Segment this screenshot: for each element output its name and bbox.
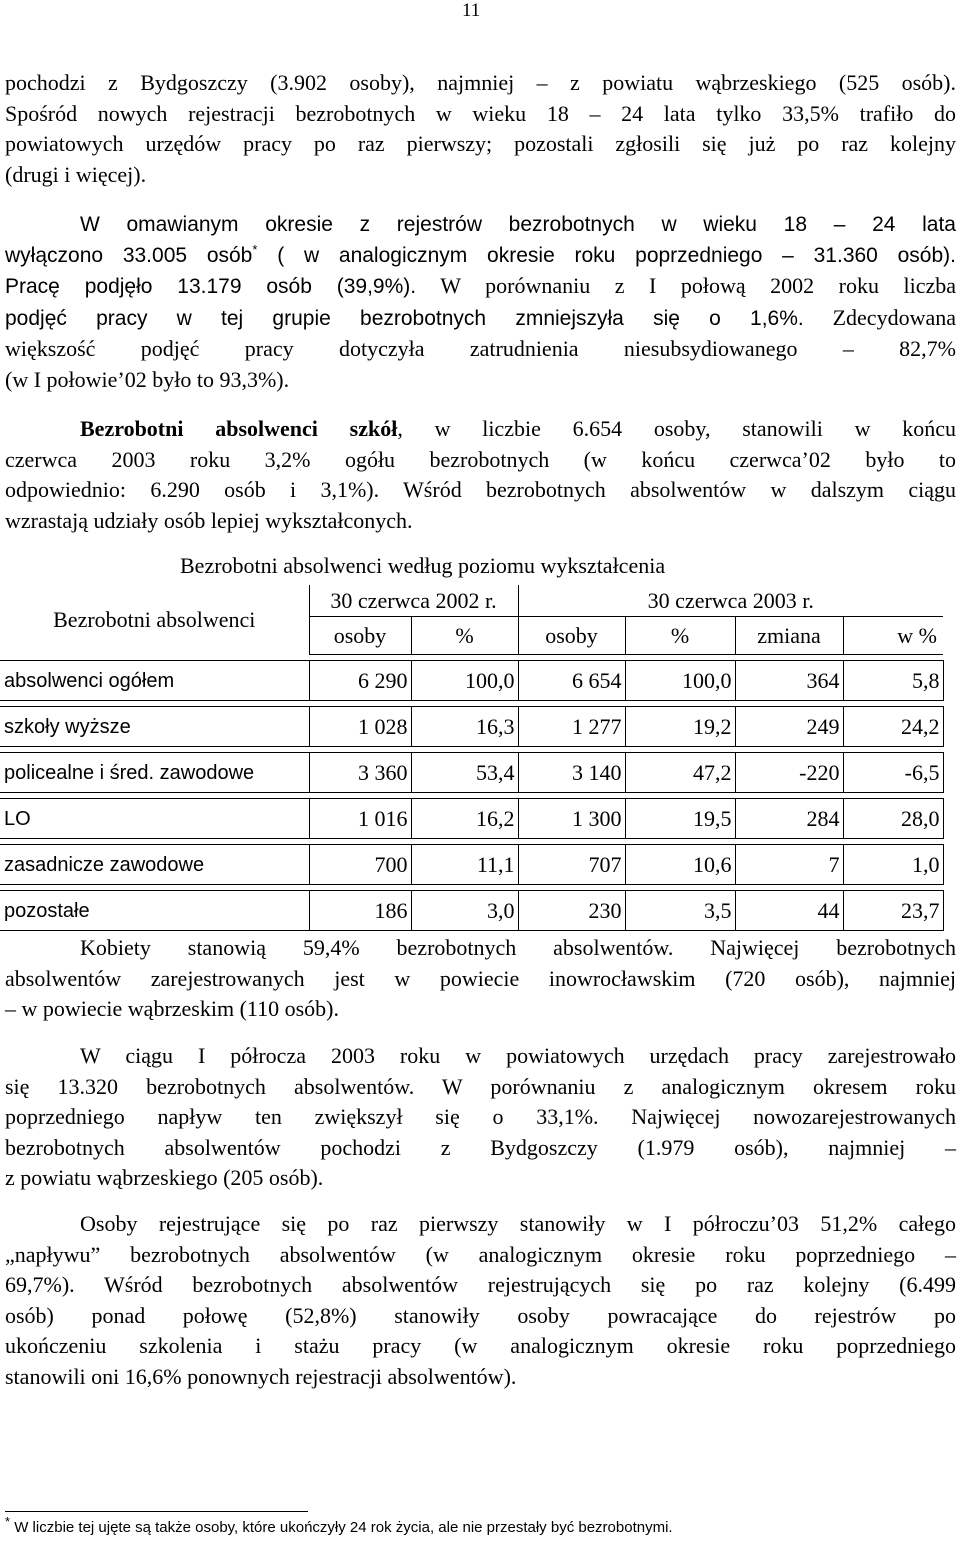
jobs-taken-text: Pracę podjęło 13.179 osób (39,9%). bbox=[5, 275, 417, 298]
row-header: Bezrobotni absolwenci bbox=[53, 606, 256, 632]
paragraph-4-line: – w powiecie wąbrzeskim (110 osób). bbox=[5, 996, 339, 1021]
cell-osoby-2003: 1 300 bbox=[518, 799, 625, 839]
cell-osoby-2002: 186 bbox=[309, 891, 411, 931]
cell-w-pct: 23,7 bbox=[843, 891, 943, 931]
paragraph-5-line: się 13.320 bezrobotnych absolwentów. W porównaniu z analogicznym okresem roku bbox=[5, 1073, 956, 1099]
paragraph-6-line: „napływu” bezrobotnych absolwentów (w analogicznym okresie roku poprzedniego – bbox=[5, 1241, 956, 1267]
cell-zmiana: 284 bbox=[735, 799, 843, 839]
comparison-text: W porównaniu z I połową 2002 roku liczba bbox=[416, 273, 957, 298]
paragraph-1-line: powiatowych urzędów pracy po raz pierwszy; pozostali zgłosili się już po raz kolejny bbox=[5, 131, 956, 156]
cell-osoby-2002: 6 290 bbox=[309, 661, 411, 701]
page-number: 11 bbox=[462, 0, 481, 21]
paragraph-2 bbox=[5, 210, 956, 395]
footnote-divider bbox=[5, 1511, 308, 1512]
row-label: policealne i śred. zawodowe bbox=[0, 753, 309, 793]
paragraph-4 bbox=[5, 933, 956, 1025]
cell-pct-2002: 16,3 bbox=[411, 707, 518, 747]
cell-osoby-2002: 1 016 bbox=[309, 799, 411, 839]
paragraph-6-line: osób) ponad połowę (52,8%) stanowiły osoby powracające do rejestrów po bbox=[5, 1302, 956, 1328]
paragraph-1-line: pochodzi z Bydgoszczy (3.902 osoby), najmniej – z powiatu wąbrzeskiego (525 osób). bbox=[5, 70, 956, 95]
cell-w-pct: 1,0 bbox=[843, 845, 943, 885]
row-label: pozostałe bbox=[0, 891, 309, 931]
table-row bbox=[0, 661, 943, 701]
period-2003-header: 30 czerwca 2003 r. bbox=[518, 585, 943, 617]
footnote bbox=[5, 1514, 673, 1538]
cell-zmiana: 364 bbox=[735, 661, 843, 701]
graduates-count-text: , w liczbie 6.654 osoby, stanowili w końcu bbox=[397, 416, 957, 441]
cell-zmiana: 7 bbox=[735, 845, 843, 885]
graduates-table bbox=[0, 585, 944, 931]
paragraph-1-line: (drugi i więcej). bbox=[5, 161, 147, 187]
cell-w-pct: -6,5 bbox=[843, 753, 943, 793]
decrease-text: podjęć pracy w tej grupie bezrobotnych zmniejszyła się o 1,6%. bbox=[5, 306, 804, 330]
cell-pct-2003: 47,2 bbox=[625, 753, 735, 793]
cell-pct-2002: 100,0 bbox=[411, 661, 518, 701]
footnote-mark: * bbox=[5, 1514, 11, 1529]
paragraph-4-line: absolwentów zarejestrowanych jest w powiecie inowrocławskim (720 osób), najmniej bbox=[5, 965, 956, 991]
row-label: szkoły wyższe bbox=[0, 707, 309, 747]
cell-w-pct: 24,2 bbox=[843, 707, 943, 747]
paragraph-3-line: odpowiednio: 6.290 osób i 3,1%). Wśród bezrobotnych absolwentów w dalszym ciągu bbox=[5, 477, 956, 502]
col-zmiana: zmiana bbox=[735, 617, 843, 655]
cell-osoby-2003: 230 bbox=[518, 891, 625, 931]
cell-w-pct: 28,0 bbox=[843, 799, 943, 839]
table-row bbox=[0, 891, 943, 931]
cell-zmiana: 44 bbox=[735, 891, 843, 931]
paragraph-5-line: poprzedniego napływ ten zwiększył się o 33,1%. Najwięcej nowozarejestrowanych bbox=[5, 1104, 956, 1129]
excluded-count-text: wyłączono 33.005 osób bbox=[5, 243, 253, 267]
cell-pct-2003: 19,2 bbox=[625, 707, 735, 747]
footnote-marker: * bbox=[252, 241, 258, 257]
cell-pct-2002: 3,0 bbox=[411, 891, 518, 931]
cell-pct-2002: 16,2 bbox=[411, 799, 518, 839]
footnote-text: W liczbie tej ujęte są także osoby, które ukończyły 24 rok życia, ale nie przestały być bezrobotnymi. bbox=[10, 1519, 673, 1536]
cell-pct-2003: 10,6 bbox=[625, 845, 735, 885]
col-osoby-2002: osoby bbox=[309, 617, 411, 655]
table-title: Bezrobotni absolwenci według poziomu wykształcenia bbox=[180, 553, 666, 578]
paragraph-5-line: W ciągu I półrocza 2003 roku w powiatowych urzędach pracy zarejestrowało bbox=[80, 1043, 956, 1068]
paragraph-2-line: W omawianym okresie z rejestrów bezrobotnych w wieku 18 – 24 lata bbox=[80, 213, 956, 236]
paragraph-5-line: bezrobotnych absolwentów pochodzi z Bydgoszczy (1.979 osób), najmniej – bbox=[5, 1134, 956, 1160]
paragraph-4-line: Kobiety stanowią 59,4% bezrobotnych absolwentów. Najwięcej bezrobotnych bbox=[80, 935, 956, 960]
paragraph-6-line: Osoby rejestrujące się po raz pierwszy stanowiły w I półroczu’03 51,2% całego bbox=[80, 1211, 956, 1236]
cell-osoby-2002: 700 bbox=[309, 845, 411, 885]
table-row bbox=[0, 799, 943, 839]
col-w-pct: w % bbox=[843, 617, 943, 655]
paragraph-2-line bbox=[5, 271, 956, 303]
paragraph-3-line: wzrastają udziały osób lepiej wykształconych. bbox=[5, 507, 413, 533]
cell-zmiana: 249 bbox=[735, 707, 843, 747]
cell-pct-2003: 19,5 bbox=[625, 799, 735, 839]
table-row bbox=[0, 707, 943, 747]
period-2002-header: 30 czerwca 2002 r. bbox=[309, 585, 518, 617]
cell-osoby-2002: 3 360 bbox=[309, 753, 411, 793]
cell-pct-2002: 53,4 bbox=[411, 753, 518, 793]
paragraph-1 bbox=[5, 68, 956, 190]
paragraph-3 bbox=[5, 414, 956, 536]
previous-year-text: ( w analogicznym okresie roku poprzedniego – 31.360 osób). bbox=[257, 243, 956, 267]
cell-pct-2003: 100,0 bbox=[625, 661, 735, 701]
paragraph-2-line: (w I połowie’02 było to 93,3%). bbox=[5, 366, 290, 392]
row-label: zasadnicze zawodowe bbox=[0, 845, 309, 885]
paragraph-1-line: Spośród nowych rejestracji bezrobotnych w wieku 18 – 24 lata tylko 33,5% trafiło do bbox=[5, 100, 956, 126]
paragraph-3-line bbox=[5, 414, 956, 445]
cell-osoby-2003: 1 277 bbox=[518, 707, 625, 747]
row-label: absolwenci ogółem bbox=[0, 661, 309, 701]
cell-osoby-2003: 707 bbox=[518, 845, 625, 885]
paragraph-2-line: większość podjęć pracy dotyczyła zatrudnienia niesubsydiowanego – 82,7% bbox=[5, 336, 956, 361]
col-osoby-2003: osoby bbox=[518, 617, 625, 655]
cell-pct-2003: 3,5 bbox=[625, 891, 735, 931]
row-label: LO bbox=[0, 799, 309, 839]
majority-text: Zdecydowana bbox=[803, 304, 956, 330]
col-pct-2003: % bbox=[625, 617, 735, 655]
paragraph-6-line: stanowili oni 16,6% ponownych rejestracji absolwentów). bbox=[5, 1363, 517, 1389]
table-row bbox=[0, 845, 943, 885]
table-row bbox=[0, 753, 943, 793]
paragraph-2-line bbox=[5, 241, 956, 272]
cell-osoby-2003: 6 654 bbox=[518, 661, 625, 701]
cell-pct-2002: 11,1 bbox=[411, 845, 518, 885]
paragraph-6-line: 69,7%). Wśród bezrobotnych absolwentów rejestrujących się po raz kolejny (6.499 bbox=[5, 1272, 956, 1297]
cell-zmiana: -220 bbox=[735, 753, 843, 793]
paragraph-3-line: czerwca 2003 roku 3,2% ogółu bezrobotnych (w końcu czerwca’02 było to bbox=[5, 446, 956, 472]
cell-w-pct: 5,8 bbox=[843, 661, 943, 701]
cell-osoby-2002: 1 028 bbox=[309, 707, 411, 747]
paragraph-6 bbox=[5, 1209, 956, 1392]
cell-osoby-2003: 3 140 bbox=[518, 753, 625, 793]
col-pct-2002: % bbox=[411, 617, 518, 655]
paragraph-5 bbox=[5, 1041, 956, 1194]
paragraph-2-line bbox=[5, 303, 956, 335]
paragraph-5-line: z powiatu wąbrzeskiego (205 osób). bbox=[5, 1165, 324, 1190]
bold-heading: Bezrobotni absolwenci szkół bbox=[80, 416, 398, 441]
paragraph-6-line: ukończeniu szkolenia i stażu pracy (w analogicznym okresie roku poprzedniego bbox=[5, 1333, 956, 1358]
